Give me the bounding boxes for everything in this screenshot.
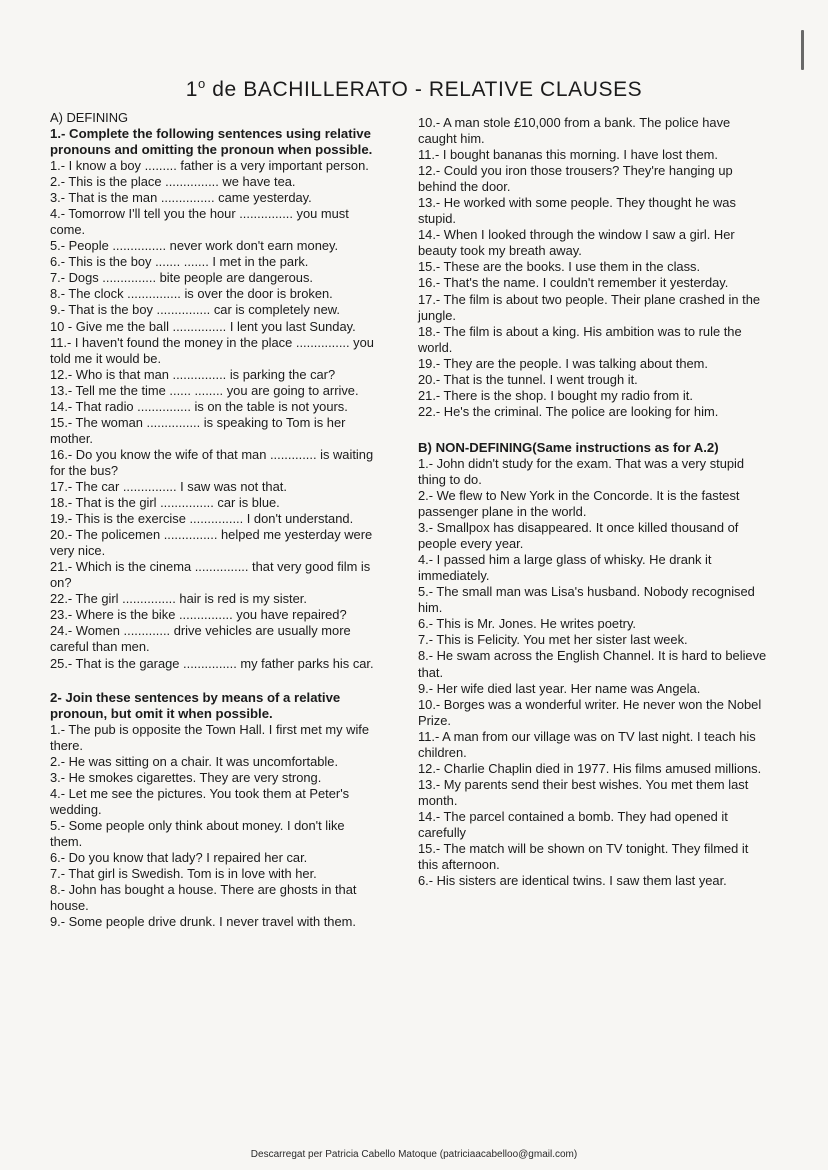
exercise-item: 6.- This is the boy ....... ....... I met in the park. [50,254,309,270]
exercise-item: 9.- Some people drive drunk. I never travel with them. [50,914,356,930]
exercise-item: 21.- There is the shop. I bought my radio from it. [418,387,693,403]
exercise-item: 5.- Some people only think about money. I don't like them. [50,817,345,849]
exercise-item: 11.- A man from our village was on TV last night. I teach his children. [418,728,756,760]
exercise-item: 6.- His sisters are identical twins. I saw them last year. [418,873,727,889]
exercise-item: 18.- That is the girl ............... car is blue. [50,495,280,511]
exercise-item: 9.- Her wife died last year. Her name was Angela. [418,680,701,696]
exercise-item: 5.- People ............... never work don't earn money. [50,238,339,254]
exercise-item: 11.- I haven't found the money in the place ............... you told me it would be. [50,334,374,366]
exercise-item: 21.- Which is the cinema ............... that very good film is on? [50,559,371,591]
exercise-item: 3.- He smokes cigarettes. They are very strong. [50,769,322,785]
right-column [418,115,768,889]
exercise-item: 13.- Tell me the time ...... ........ you are going to arrive. [50,382,359,398]
exercise-item: 8.- He swam across the English Channel. It is hard to believe that. [418,648,767,680]
exercise-item: 8.- The clock ............... is over the door is broken. [50,286,333,302]
exercise-item: 15.- These are the books. I use them in the class. [418,259,701,275]
exercise-item: 20.- The policemen ............... helped me yesterday were very nice. [50,527,373,559]
exercise-item: 17.- The car ............... I saw was not that. [50,478,287,494]
exercise-item: 10 - Give me the ball ............... I lent you last Sunday. [50,318,356,334]
spacer [50,672,378,690]
spacer [418,420,768,440]
exercise-item: 7.- Dogs ............... bite people are dangerous. [50,270,313,286]
exercise-item: 16.- That's the name. I couldn't remember it yesterday. [418,275,729,291]
page-title [0,76,828,102]
exercise-item: 1.- The pub is opposite the Town Hall. I first met my wife there. [50,721,370,753]
exercise-item: 3.- That is the man ............... came yesterday. [50,190,312,206]
exercise-item: 20.- That is the tunnel. I went trough it. [418,371,638,387]
exercise-item: 13.- He worked with some people. They thought he was stupid. [418,195,736,227]
section-a-heading: A) DEFINING [50,110,129,125]
exercise-item: 13.- My parents send their best wishes. You met them last month. [418,776,749,808]
exercise-item: 15.- The woman ............... is speaking to Tom is her mother. [50,414,346,446]
exercise-item: 16.- Do you know the wife of that man ............. is waiting for the bus? [50,446,374,478]
exercise-item: 15.- The match will be shown on TV tonight. They filmed it this afternoon. [418,841,749,873]
exercise-1-instruction: 1.- Complete the following sentences using relative pronouns and omitting the pronoun when possible. [50,126,373,158]
exercise-item: 23.- Where is the bike ............... you have repaired? [50,607,347,623]
exercise-item: 18.- The film is about a king. His ambition was to rule the world. [418,323,742,355]
exercise-item: 19.- This is the exercise ............... I don't understand. [50,511,354,527]
exercise-item: 17.- The film is about two people. Their plane crashed in the jungle. [418,291,761,323]
exercise-item: 22.- The girl ............... hair is red is my sister. [50,591,307,607]
exercise-item: 12.- Charlie Chaplin died in 1977. His films amused millions. [418,760,762,776]
exercise-item: 5.- The small man was Lisa's husband. Nobody recognised him. [418,584,755,616]
download-credit-footer: Descarregat per Patricia Cabello Matoque (patriciaacabelloo@gmail.com) [250,1149,578,1160]
exercise-item: 11.- I bought bananas this morning. I have lost them. [418,147,719,163]
exercise-item: 14.- The parcel contained a bomb. They had opened it carefully [418,808,728,840]
exercise-item: 24.- Women ............. drive vehicles are usually more careful than men. [50,623,351,655]
exercise-item: 2.- We flew to New York in the Concorde. It is the fastest passenger plane in the world. [418,487,740,520]
exercise-item: 4.- Let me see the pictures. You took them at Peter's wedding. [50,785,350,817]
exercise-item: 14.- That radio ............... is on the table is not yours. [50,398,348,414]
exercise-item: 6.- This is Mr. Jones. He writes poetry. [418,616,637,632]
exercise-item: 12.- Could you iron those trousers? They're hanging up behind the door. [418,163,733,195]
exercise-item: 1.- John didn't study for the exam. That was a very stupid thing to do. [418,455,745,487]
exercise-item: 9.- That is the boy ............... car is completely new. [50,302,340,318]
exercise-item: 22.- He's the criminal. The police are looking for him. [418,403,719,419]
exercise-2-list-right [418,115,768,420]
exercise-item: 6.- Do you know that lady? I repaired her car. [50,849,308,865]
exercise-item: 7.- That girl is Swedish. Tom is in love with her. [50,865,317,881]
title-text: de BACHILLERATO - RELATIVE CLAUSES [205,78,643,101]
exercise-item: 10.- A man stole £10,000 from a bank. The police have caught him. [418,115,731,147]
exercise-1-list [50,158,378,672]
exercise-item: 25.- That is the garage ............... my father parks his car. [50,655,374,671]
exercise-item: 1.- I know a boy ......... father is a very important person. [50,158,369,174]
exercise-item: 19.- They are the people. I was talking about them. [418,355,708,371]
exercise-item: 14.- When I looked through the window I saw a girl. Her beauty took my breath away. [418,227,735,259]
section-b-list [418,456,768,889]
title-prefix: 1 [185,78,198,101]
exercise-item: 2.- This is the place ............... we have tea. [50,174,296,190]
section-b-heading: B) NON-DEFINING(Same instructions as for A.2) [418,439,719,455]
scan-mark [801,30,804,70]
exercise-item: 4.- Tomorrow I'll tell you the hour ............... you must come. [50,206,349,238]
exercise-item: 10.- Borges was a wonderful writer. He never won the Nobel Prize. [418,696,762,728]
left-column [50,110,378,930]
exercise-2-instruction: 2- Join these sentences by means of a relative pronoun, but omit it when possible. [50,689,341,721]
exercise-item: 2.- He was sitting on a chair. It was uncomfortable. [50,753,339,769]
exercise-item: 8.- John has bought a house. There are ghosts in that house. [50,882,357,914]
exercise-item: 4.- I passed him a large glass of whisky. He drank it immediately. [418,552,712,584]
exercise-item: 7.- This is Felicity. You met her sister last week. [418,632,688,648]
exercise-item: 12.- Who is that man ............... is parking the car? [50,366,336,382]
title-degree: o [197,76,206,91]
exercise-2-list-left [50,722,378,931]
exercise-item: 3.- Smallpox has disappeared. It once killed thousand of people every year. [418,520,739,552]
